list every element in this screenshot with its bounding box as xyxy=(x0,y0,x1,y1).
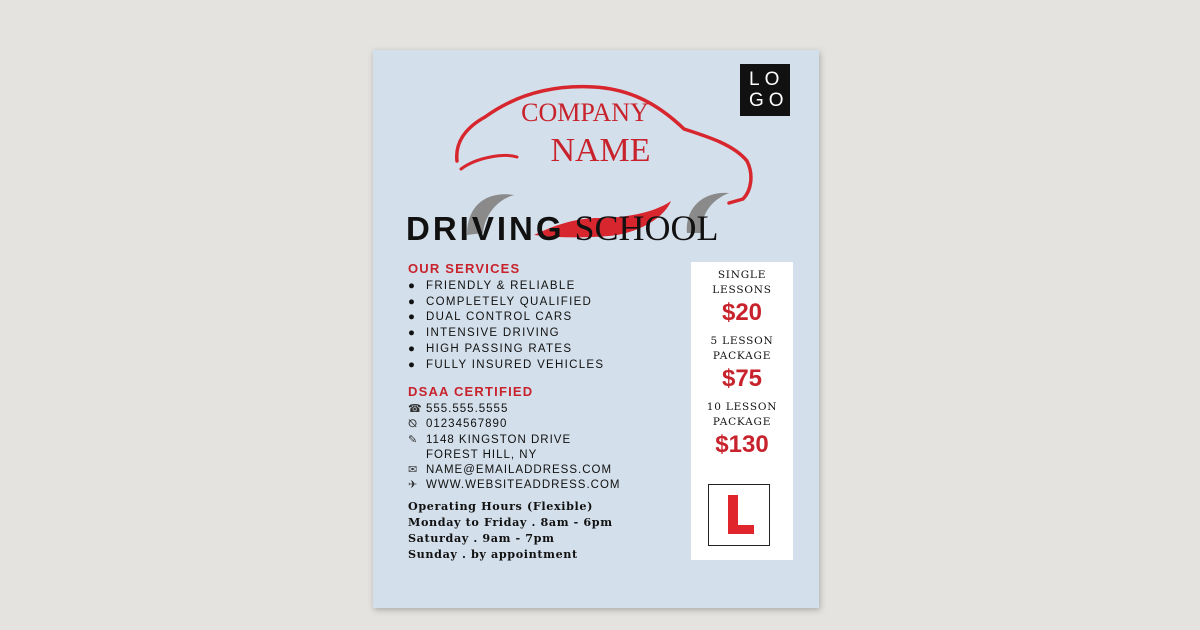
hours-title: Operating Hours (Flexible) xyxy=(408,499,593,513)
logo-placeholder xyxy=(740,64,790,116)
plane-icon: ✈ xyxy=(408,479,419,492)
bullet-icon: ● xyxy=(408,280,417,292)
contact-address: ✎ 1148 KINGSTON DRIVE xyxy=(408,433,621,448)
service-item: ● INTENSIVE DRIVING xyxy=(408,326,604,342)
price-10-lesson-package xyxy=(691,400,793,459)
price-value: $75 xyxy=(721,365,763,392)
flyer-title xyxy=(406,207,806,249)
title-school: SCHOOL xyxy=(574,208,719,248)
bullet-icon: ● xyxy=(408,358,417,371)
hours-weekday: Monday to Friday . 8am - 6pm xyxy=(408,515,613,529)
title-driving: DRIVING xyxy=(406,210,565,247)
car-hood-stroke xyxy=(461,156,517,170)
logo-text-line1: LO xyxy=(749,69,785,90)
price-label: LESSONS xyxy=(712,284,772,296)
price-label: 5 LESSON xyxy=(710,335,774,347)
contact-phone: ☎ 555.555.5555 xyxy=(408,402,621,417)
company-name-line1: COMPANY xyxy=(521,98,649,127)
phone-icon: ☎ xyxy=(408,403,423,415)
price-value: $20 xyxy=(721,299,763,326)
bullet-icon: ● xyxy=(408,342,417,355)
price-value: $130 xyxy=(715,431,769,458)
contact-info xyxy=(408,402,621,494)
flyer xyxy=(373,50,819,608)
services-heading: OUR SERVICES xyxy=(408,261,521,276)
service-item: ● COMPLETELY QUALIFIED xyxy=(408,295,604,311)
price-label: SINGLE xyxy=(717,269,767,281)
service-item: ● FULLY INSURED VEHICLES xyxy=(408,358,604,374)
hours-saturday: Saturday . 9am - 7pm xyxy=(408,531,555,545)
learner-l-icon xyxy=(710,485,769,544)
price-label: 10 LESSON xyxy=(706,401,778,413)
price-label: PACKAGE xyxy=(712,350,772,362)
service-item: ● FRIENDLY & RELIABLE xyxy=(408,279,604,295)
price-single-lessons xyxy=(691,268,793,327)
bullet-icon: ● xyxy=(408,327,417,340)
bullet-icon: ● xyxy=(408,295,417,308)
company-name-line2: NAME xyxy=(550,132,651,169)
mobile-icon: ⦰ xyxy=(408,418,418,431)
bullet-icon: ● xyxy=(408,311,417,324)
services-list xyxy=(408,279,604,373)
price-5-lesson-package xyxy=(691,334,793,393)
hours-sunday: Sunday . by appointment xyxy=(408,547,578,561)
service-item: ● HIGH PASSING RATES xyxy=(408,342,604,358)
certified-heading: DSAA CERTIFIED xyxy=(408,384,534,399)
learner-plate xyxy=(708,484,770,546)
envelope-icon: ✉ xyxy=(408,464,419,477)
contact-email: ✉ NAME@EMAILADDRESS.COM xyxy=(408,463,621,478)
contact-mobile: ⦰ 01234567890 xyxy=(408,417,621,432)
logo-text-line2: GO xyxy=(749,90,789,111)
service-item: ● DUAL CONTROL CARS xyxy=(408,310,604,326)
price-label: PACKAGE xyxy=(712,416,772,428)
operating-hours xyxy=(408,498,613,562)
pen-icon: ✎ xyxy=(408,433,419,446)
contact-website: ✈ WWW.WEBSITEADDRESS.COM xyxy=(408,478,621,493)
contact-address-line2: FOREST HILL, NY xyxy=(426,448,538,461)
price-panel xyxy=(691,262,793,560)
